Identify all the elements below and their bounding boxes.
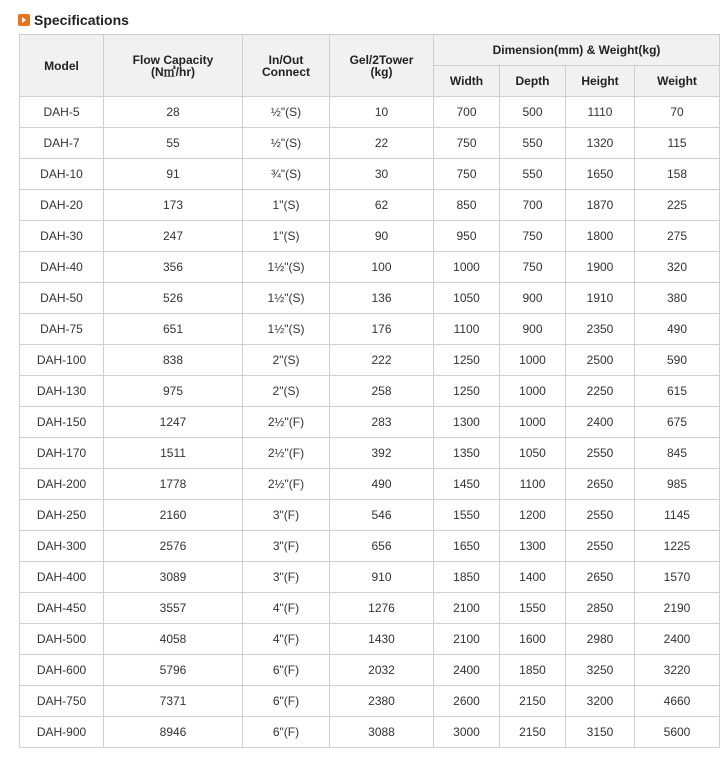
cell-flow-capacity: 55 — [104, 128, 243, 159]
cell-in-out-connect: 4"(F) — [243, 593, 330, 624]
cell-depth: 1200 — [500, 500, 566, 531]
table-row — [20, 221, 720, 252]
cell-model: DAH-170 — [20, 438, 104, 469]
cell-height: 1650 — [566, 159, 635, 190]
cell-flow-capacity: 3557 — [104, 593, 243, 624]
cell-model: DAH-600 — [20, 655, 104, 686]
cell-gel: 1430 — [330, 624, 434, 655]
table-row — [20, 438, 720, 469]
orange-arrow-icon — [18, 14, 30, 26]
cell-weight: 3220 — [635, 655, 720, 686]
cell-depth: 700 — [500, 190, 566, 221]
cell-model: DAH-250 — [20, 500, 104, 531]
cell-model: DAH-5 — [20, 97, 104, 128]
cell-height: 3250 — [566, 655, 635, 686]
cell-weight: 4660 — [635, 686, 720, 717]
table-row — [20, 283, 720, 314]
cell-flow-capacity: 8946 — [104, 717, 243, 748]
cell-gel: 656 — [330, 531, 434, 562]
cell-depth: 1550 — [500, 593, 566, 624]
cell-in-out-connect: 3"(F) — [243, 562, 330, 593]
specifications-table — [19, 34, 720, 748]
cell-depth: 1050 — [500, 438, 566, 469]
cell-width: 1650 — [434, 531, 500, 562]
cell-in-out-connect: 6"(F) — [243, 717, 330, 748]
cell-gel: 490 — [330, 469, 434, 500]
cell-in-out-connect: 3"(F) — [243, 531, 330, 562]
header-weight: Weight — [635, 66, 720, 97]
header-in-out-subtitle: Connect — [262, 64, 310, 79]
cell-in-out-connect: ¾"(S) — [243, 159, 330, 190]
header-flow-capacity-title: Flow Capacity — [132, 52, 214, 67]
cell-gel: 136 — [330, 283, 434, 314]
cell-in-out-connect: 2"(S) — [243, 345, 330, 376]
cell-flow-capacity: 1247 — [104, 407, 243, 438]
cell-depth: 1000 — [500, 407, 566, 438]
cell-gel: 10 — [330, 97, 434, 128]
cell-height: 1110 — [566, 97, 635, 128]
cell-width: 3000 — [434, 717, 500, 748]
table-row — [20, 717, 720, 748]
cell-weight: 2190 — [635, 593, 720, 624]
cell-gel: 546 — [330, 500, 434, 531]
cell-in-out-connect: 2"(S) — [243, 376, 330, 407]
cell-depth: 1000 — [500, 376, 566, 407]
cell-flow-capacity: 3089 — [104, 562, 243, 593]
cell-depth: 1400 — [500, 562, 566, 593]
cell-height: 1900 — [566, 252, 635, 283]
cell-depth: 1000 — [500, 345, 566, 376]
cell-weight: 380 — [635, 283, 720, 314]
cell-width: 700 — [434, 97, 500, 128]
cell-gel: 910 — [330, 562, 434, 593]
header-gel-unit: (kg) — [370, 64, 393, 79]
cell-gel: 100 — [330, 252, 434, 283]
cell-height: 2650 — [566, 562, 635, 593]
cell-height: 2350 — [566, 314, 635, 345]
cell-gel: 176 — [330, 314, 434, 345]
cell-width: 1100 — [434, 314, 500, 345]
header-depth: Depth — [500, 66, 566, 97]
cell-flow-capacity: 356 — [104, 252, 243, 283]
cell-model: DAH-400 — [20, 562, 104, 593]
cell-weight: 1225 — [635, 531, 720, 562]
cell-depth: 1850 — [500, 655, 566, 686]
header-flow-capacity — [104, 35, 243, 97]
cell-model: DAH-900 — [20, 717, 104, 748]
cell-height: 2550 — [566, 438, 635, 469]
table-row — [20, 655, 720, 686]
cell-width: 1250 — [434, 376, 500, 407]
cell-in-out-connect: ½"(S) — [243, 128, 330, 159]
cell-weight: 5600 — [635, 717, 720, 748]
cell-flow-capacity: 651 — [104, 314, 243, 345]
cell-in-out-connect: 1½"(S) — [243, 314, 330, 345]
cell-weight: 2400 — [635, 624, 720, 655]
cell-flow-capacity: 5796 — [104, 655, 243, 686]
cell-model: DAH-7 — [20, 128, 104, 159]
cell-flow-capacity: 1511 — [104, 438, 243, 469]
cell-model: DAH-75 — [20, 314, 104, 345]
cell-height: 1800 — [566, 221, 635, 252]
cell-model: DAH-10 — [20, 159, 104, 190]
cell-height: 2850 — [566, 593, 635, 624]
table-row — [20, 252, 720, 283]
table-row — [20, 562, 720, 593]
cell-height: 3150 — [566, 717, 635, 748]
cell-width: 750 — [434, 128, 500, 159]
cell-height: 2650 — [566, 469, 635, 500]
cell-depth: 2150 — [500, 686, 566, 717]
section-title: Specifications — [34, 12, 129, 28]
table-row — [20, 159, 720, 190]
table-row — [20, 407, 720, 438]
cell-depth: 500 — [500, 97, 566, 128]
cell-in-out-connect: 1"(S) — [243, 221, 330, 252]
cell-in-out-connect: 6"(F) — [243, 655, 330, 686]
cell-height: 2500 — [566, 345, 635, 376]
table-row — [20, 531, 720, 562]
cell-flow-capacity: 4058 — [104, 624, 243, 655]
header-model: Model — [20, 35, 104, 97]
section-header — [18, 10, 129, 30]
cell-gel: 90 — [330, 221, 434, 252]
cell-width: 1250 — [434, 345, 500, 376]
cell-model: DAH-20 — [20, 190, 104, 221]
cell-in-out-connect: 2½"(F) — [243, 469, 330, 500]
header-gel-title: Gel/2Tower — [349, 52, 414, 67]
cell-width: 1000 — [434, 252, 500, 283]
cell-depth: 550 — [500, 159, 566, 190]
cell-width: 850 — [434, 190, 500, 221]
cell-width: 2100 — [434, 624, 500, 655]
cell-gel: 30 — [330, 159, 434, 190]
table-row — [20, 624, 720, 655]
cell-depth: 1100 — [500, 469, 566, 500]
header-gel — [330, 35, 434, 97]
cell-flow-capacity: 173 — [104, 190, 243, 221]
cell-depth: 900 — [500, 314, 566, 345]
header-dimension-group: Dimension(mm) & Weight(kg) — [434, 35, 720, 66]
cell-model: DAH-300 — [20, 531, 104, 562]
table-row — [20, 376, 720, 407]
cell-in-out-connect: 4"(F) — [243, 624, 330, 655]
cell-flow-capacity: 28 — [104, 97, 243, 128]
cell-weight: 1570 — [635, 562, 720, 593]
cell-width: 750 — [434, 159, 500, 190]
cell-width: 2400 — [434, 655, 500, 686]
cell-gel: 2380 — [330, 686, 434, 717]
cell-flow-capacity: 2160 — [104, 500, 243, 531]
table-row — [20, 345, 720, 376]
cell-model: DAH-750 — [20, 686, 104, 717]
cell-depth: 550 — [500, 128, 566, 159]
cell-width: 1450 — [434, 469, 500, 500]
cell-height: 2400 — [566, 407, 635, 438]
cell-gel: 222 — [330, 345, 434, 376]
cell-gel: 62 — [330, 190, 434, 221]
cell-depth: 1300 — [500, 531, 566, 562]
cell-flow-capacity: 247 — [104, 221, 243, 252]
header-width: Width — [434, 66, 500, 97]
cell-depth: 750 — [500, 252, 566, 283]
cell-depth: 750 — [500, 221, 566, 252]
cell-depth: 2150 — [500, 717, 566, 748]
cell-in-out-connect: 2½"(F) — [243, 438, 330, 469]
table-row — [20, 500, 720, 531]
cell-gel: 22 — [330, 128, 434, 159]
cell-height: 2980 — [566, 624, 635, 655]
cell-weight: 490 — [635, 314, 720, 345]
table-row — [20, 469, 720, 500]
cell-weight: 158 — [635, 159, 720, 190]
cell-width: 1850 — [434, 562, 500, 593]
table-row — [20, 314, 720, 345]
cell-model: DAH-500 — [20, 624, 104, 655]
cell-model: DAH-30 — [20, 221, 104, 252]
cell-height: 2550 — [566, 500, 635, 531]
cell-weight: 1145 — [635, 500, 720, 531]
cell-weight: 275 — [635, 221, 720, 252]
cell-in-out-connect: ½"(S) — [243, 97, 330, 128]
cell-width: 1050 — [434, 283, 500, 314]
cell-weight: 590 — [635, 345, 720, 376]
cell-weight: 115 — [635, 128, 720, 159]
cell-width: 2100 — [434, 593, 500, 624]
cell-model: DAH-50 — [20, 283, 104, 314]
cell-width: 1550 — [434, 500, 500, 531]
cell-width: 2600 — [434, 686, 500, 717]
cell-gel: 258 — [330, 376, 434, 407]
cell-flow-capacity: 91 — [104, 159, 243, 190]
table-header-row — [20, 35, 720, 66]
cell-gel: 392 — [330, 438, 434, 469]
cell-in-out-connect: 1½"(S) — [243, 283, 330, 314]
cell-in-out-connect: 6"(F) — [243, 686, 330, 717]
cell-in-out-connect: 1½"(S) — [243, 252, 330, 283]
cell-in-out-connect: 2½"(F) — [243, 407, 330, 438]
cell-model: DAH-200 — [20, 469, 104, 500]
cell-flow-capacity: 838 — [104, 345, 243, 376]
table-body — [20, 97, 720, 748]
cell-depth: 900 — [500, 283, 566, 314]
cell-weight: 320 — [635, 252, 720, 283]
cell-model: DAH-130 — [20, 376, 104, 407]
cell-flow-capacity: 7371 — [104, 686, 243, 717]
cell-flow-capacity: 2576 — [104, 531, 243, 562]
cell-height: 2550 — [566, 531, 635, 562]
cell-model: DAH-100 — [20, 345, 104, 376]
cell-gel: 283 — [330, 407, 434, 438]
cell-model: DAH-450 — [20, 593, 104, 624]
cell-flow-capacity: 1778 — [104, 469, 243, 500]
cell-model: DAH-40 — [20, 252, 104, 283]
cell-gel: 2032 — [330, 655, 434, 686]
cell-width: 1350 — [434, 438, 500, 469]
cell-depth: 1600 — [500, 624, 566, 655]
cell-model: DAH-150 — [20, 407, 104, 438]
cell-weight: 615 — [635, 376, 720, 407]
cell-height: 1910 — [566, 283, 635, 314]
cell-in-out-connect: 3"(F) — [243, 500, 330, 531]
cell-width: 950 — [434, 221, 500, 252]
table-row — [20, 128, 720, 159]
cell-flow-capacity: 975 — [104, 376, 243, 407]
cell-height: 2250 — [566, 376, 635, 407]
cell-weight: 845 — [635, 438, 720, 469]
cell-in-out-connect: 1"(S) — [243, 190, 330, 221]
cell-height: 1320 — [566, 128, 635, 159]
header-in-out-title: In/Out — [268, 52, 304, 67]
cell-weight: 70 — [635, 97, 720, 128]
header-in-out-connect — [243, 35, 330, 97]
table-row — [20, 686, 720, 717]
cell-weight: 985 — [635, 469, 720, 500]
cell-width: 1300 — [434, 407, 500, 438]
cell-flow-capacity: 526 — [104, 283, 243, 314]
cell-height: 1870 — [566, 190, 635, 221]
table-row — [20, 593, 720, 624]
header-height: Height — [566, 66, 635, 97]
cell-gel: 3088 — [330, 717, 434, 748]
table-row — [20, 190, 720, 221]
cell-weight: 675 — [635, 407, 720, 438]
cell-weight: 225 — [635, 190, 720, 221]
table-row — [20, 97, 720, 128]
cell-gel: 1276 — [330, 593, 434, 624]
header-flow-capacity-unit: (N㎥/hr) — [151, 64, 195, 79]
cell-height: 3200 — [566, 686, 635, 717]
